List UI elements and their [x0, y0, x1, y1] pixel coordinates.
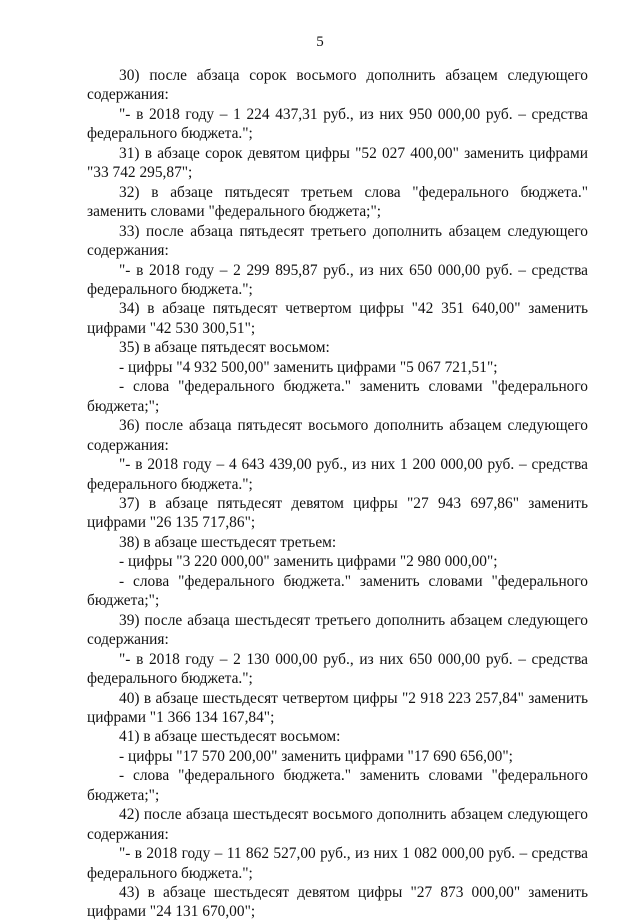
paragraph: 32) в абзаце пятьдесят третьем слова "федерального бюджета." заменить словами "федерального бюджета;";	[87, 183, 588, 221]
paragraph: - слова "федерального бюджета." заменить словами "федерального бюджета;";	[87, 378, 588, 415]
paragraph: - цифры "17 570 200,00" заменить цифрами "17 690 656,00";	[119, 747, 513, 765]
paragraph: 43) в абзаце шестьдесят девятом цифры "27 873 000,00" заменить цифрами "24 131 670,00";	[87, 884, 588, 921]
paragraph: 40) в абзаце шестьдесят четвертом цифры "2 918 223 257,84" заменить цифрами "1 366 134 167,84";	[87, 689, 588, 726]
paragraph: - слова "федерального бюджета." заменить словами "федерального бюджета;";	[87, 572, 588, 610]
paragraph: 42) после абзаца шестьдесят восьмого дополнить абзацем следующего содержания:	[87, 806, 588, 843]
paragraph: "- в 2018 году – 1 224 437,31 руб., из них 950 000,00 руб. – средства федерального бюджета.";	[87, 105, 588, 143]
page-number: 5	[316, 34, 324, 50]
paragraph: 35) в абзаце пятьдесят восьмом:	[119, 339, 330, 357]
paragraph: "- в 2018 году – 2 299 895,87 руб., из них 650 000,00 руб. – средства федерального бюджета.";	[87, 261, 588, 298]
paragraph: 33) после абзаца пятьдесят третьего дополнить абзацем следующего содержания:	[87, 222, 588, 260]
paragraph: "- в 2018 году – 2 130 000,00 руб., из них 650 000,00 руб. – средства федерального бюджета.";	[87, 650, 588, 688]
paragraph: 36) после абзаца пятьдесят восьмого дополнить абзацем следующего содержания:	[87, 417, 588, 454]
paragraph: 41) в абзаце шестьдесят восьмом:	[119, 728, 341, 746]
paragraph: 39) после абзаца шестьдесят третьего дополнить абзацем следующего содержания:	[87, 611, 588, 649]
paragraph: 38) в абзаце шестьдесят третьем:	[119, 533, 337, 551]
paragraph: 30) после абзаца сорок восьмого дополнить абзацем следующего содержания:	[87, 67, 588, 104]
paragraph: 37) в абзаце пятьдесят девятом цифры "27 943 697,86" заменить цифрами "26 135 717,86";	[87, 494, 588, 532]
paragraph: - цифры "3 220 000,00" заменить цифрами "2 980 000,00";	[119, 553, 498, 571]
paragraph: - цифры "4 932 500,00" заменить цифрами "5 067 721,51";	[119, 358, 498, 376]
paragraph: 31) в абзаце сорок девятом цифры "52 027 400,00" заменить цифрами "33 742 295,87";	[87, 144, 588, 182]
paragraph: "- в 2018 году – 4 643 439,00 руб., из них 1 200 000,00 руб. – средства федерального бюджета.";	[87, 456, 588, 493]
paragraph: "- в 2018 году – 11 862 527,00 руб., из них 1 082 000,00 руб. – средства федерального бюджета.";	[87, 845, 588, 882]
paragraph: - слова "федерального бюджета." заменить словами "федерального бюджета;";	[87, 767, 588, 804]
document-body	[87, 66, 588, 922]
paragraph: 34) в абзаце пятьдесят четвертом цифры "42 351 640,00" заменить цифрами "42 530 300,51";	[87, 300, 588, 337]
